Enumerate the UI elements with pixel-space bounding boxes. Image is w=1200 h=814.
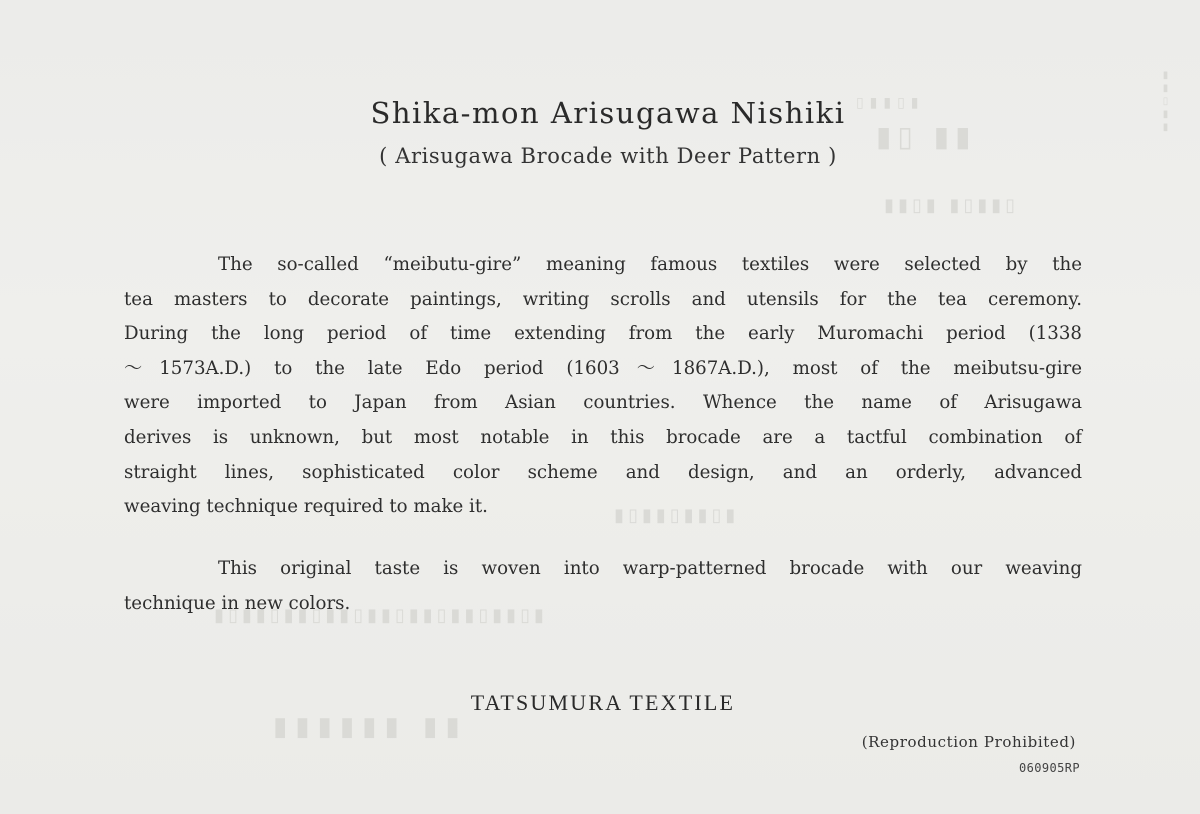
text-line: 〜1573A.D.) to the late Edo period (1603〜1867A.D.), most of the meibutsu-gire xyxy=(124,357,1082,379)
document-title: Shika-mon Arisugawa Nishiki xyxy=(370,96,846,130)
bleed-through-mark: ▮▯▮▮▯ xyxy=(850,95,919,111)
paragraph-2 xyxy=(124,552,1082,621)
paragraph-1 xyxy=(124,248,1082,525)
text-line: During the long period of time extending from the early Muromachi period (1338 xyxy=(124,323,1082,345)
bleed-through-mark: ▮▮ ▯▮ xyxy=(870,120,971,153)
bleed-through-mark: ▮▯▮▮▯▮▮▯▮▮▯▮▮▯▮▮▯▮▮▯▮▮▯▮ xyxy=(210,605,544,626)
text-line: straight lines, sophisticated color scheme and design, and an orderly, advanced xyxy=(124,461,1082,483)
bleed-through-mark: ▯▮▮▯▮ ▮▯▮▮ xyxy=(880,195,1015,216)
document-code: 060905RP xyxy=(1019,761,1080,775)
text-line: tea masters to decorate paintings, writing scrolls and utensils for the tea ceremony. xyxy=(124,288,1082,310)
text-line: This original taste is woven into warp-patterned brocade with our weaving xyxy=(218,558,1082,579)
text-line: The so-called “meibutu-gire” meaning famous textiles were selected by the xyxy=(218,254,1082,275)
text-line: derives is unknown, but most notable in this brocade are a tactful combination of xyxy=(124,426,1082,448)
text-line: technique in new colors. xyxy=(124,592,351,614)
bleed-through-mark: ▮▯▮▮▯▮▮▯▮ xyxy=(610,505,736,526)
bleed-through-mark: ▮▮▯▮▮ xyxy=(1160,70,1171,135)
text-line: weaving technique required to make it. xyxy=(124,496,488,518)
company-name: TATSUMURA TEXTILE xyxy=(470,690,736,715)
text-line: were imported to Japan from Asian countries. Whence the name of Arisugawa xyxy=(124,392,1082,414)
reproduction-notice: (Reproduction Prohibited) xyxy=(861,733,1076,751)
bleed-through-mark: ▮▮ ▮▮▮▮▮▮ xyxy=(265,712,460,742)
document-subtitle: ( Arisugawa Brocade with Deer Pattern ) xyxy=(379,144,837,168)
